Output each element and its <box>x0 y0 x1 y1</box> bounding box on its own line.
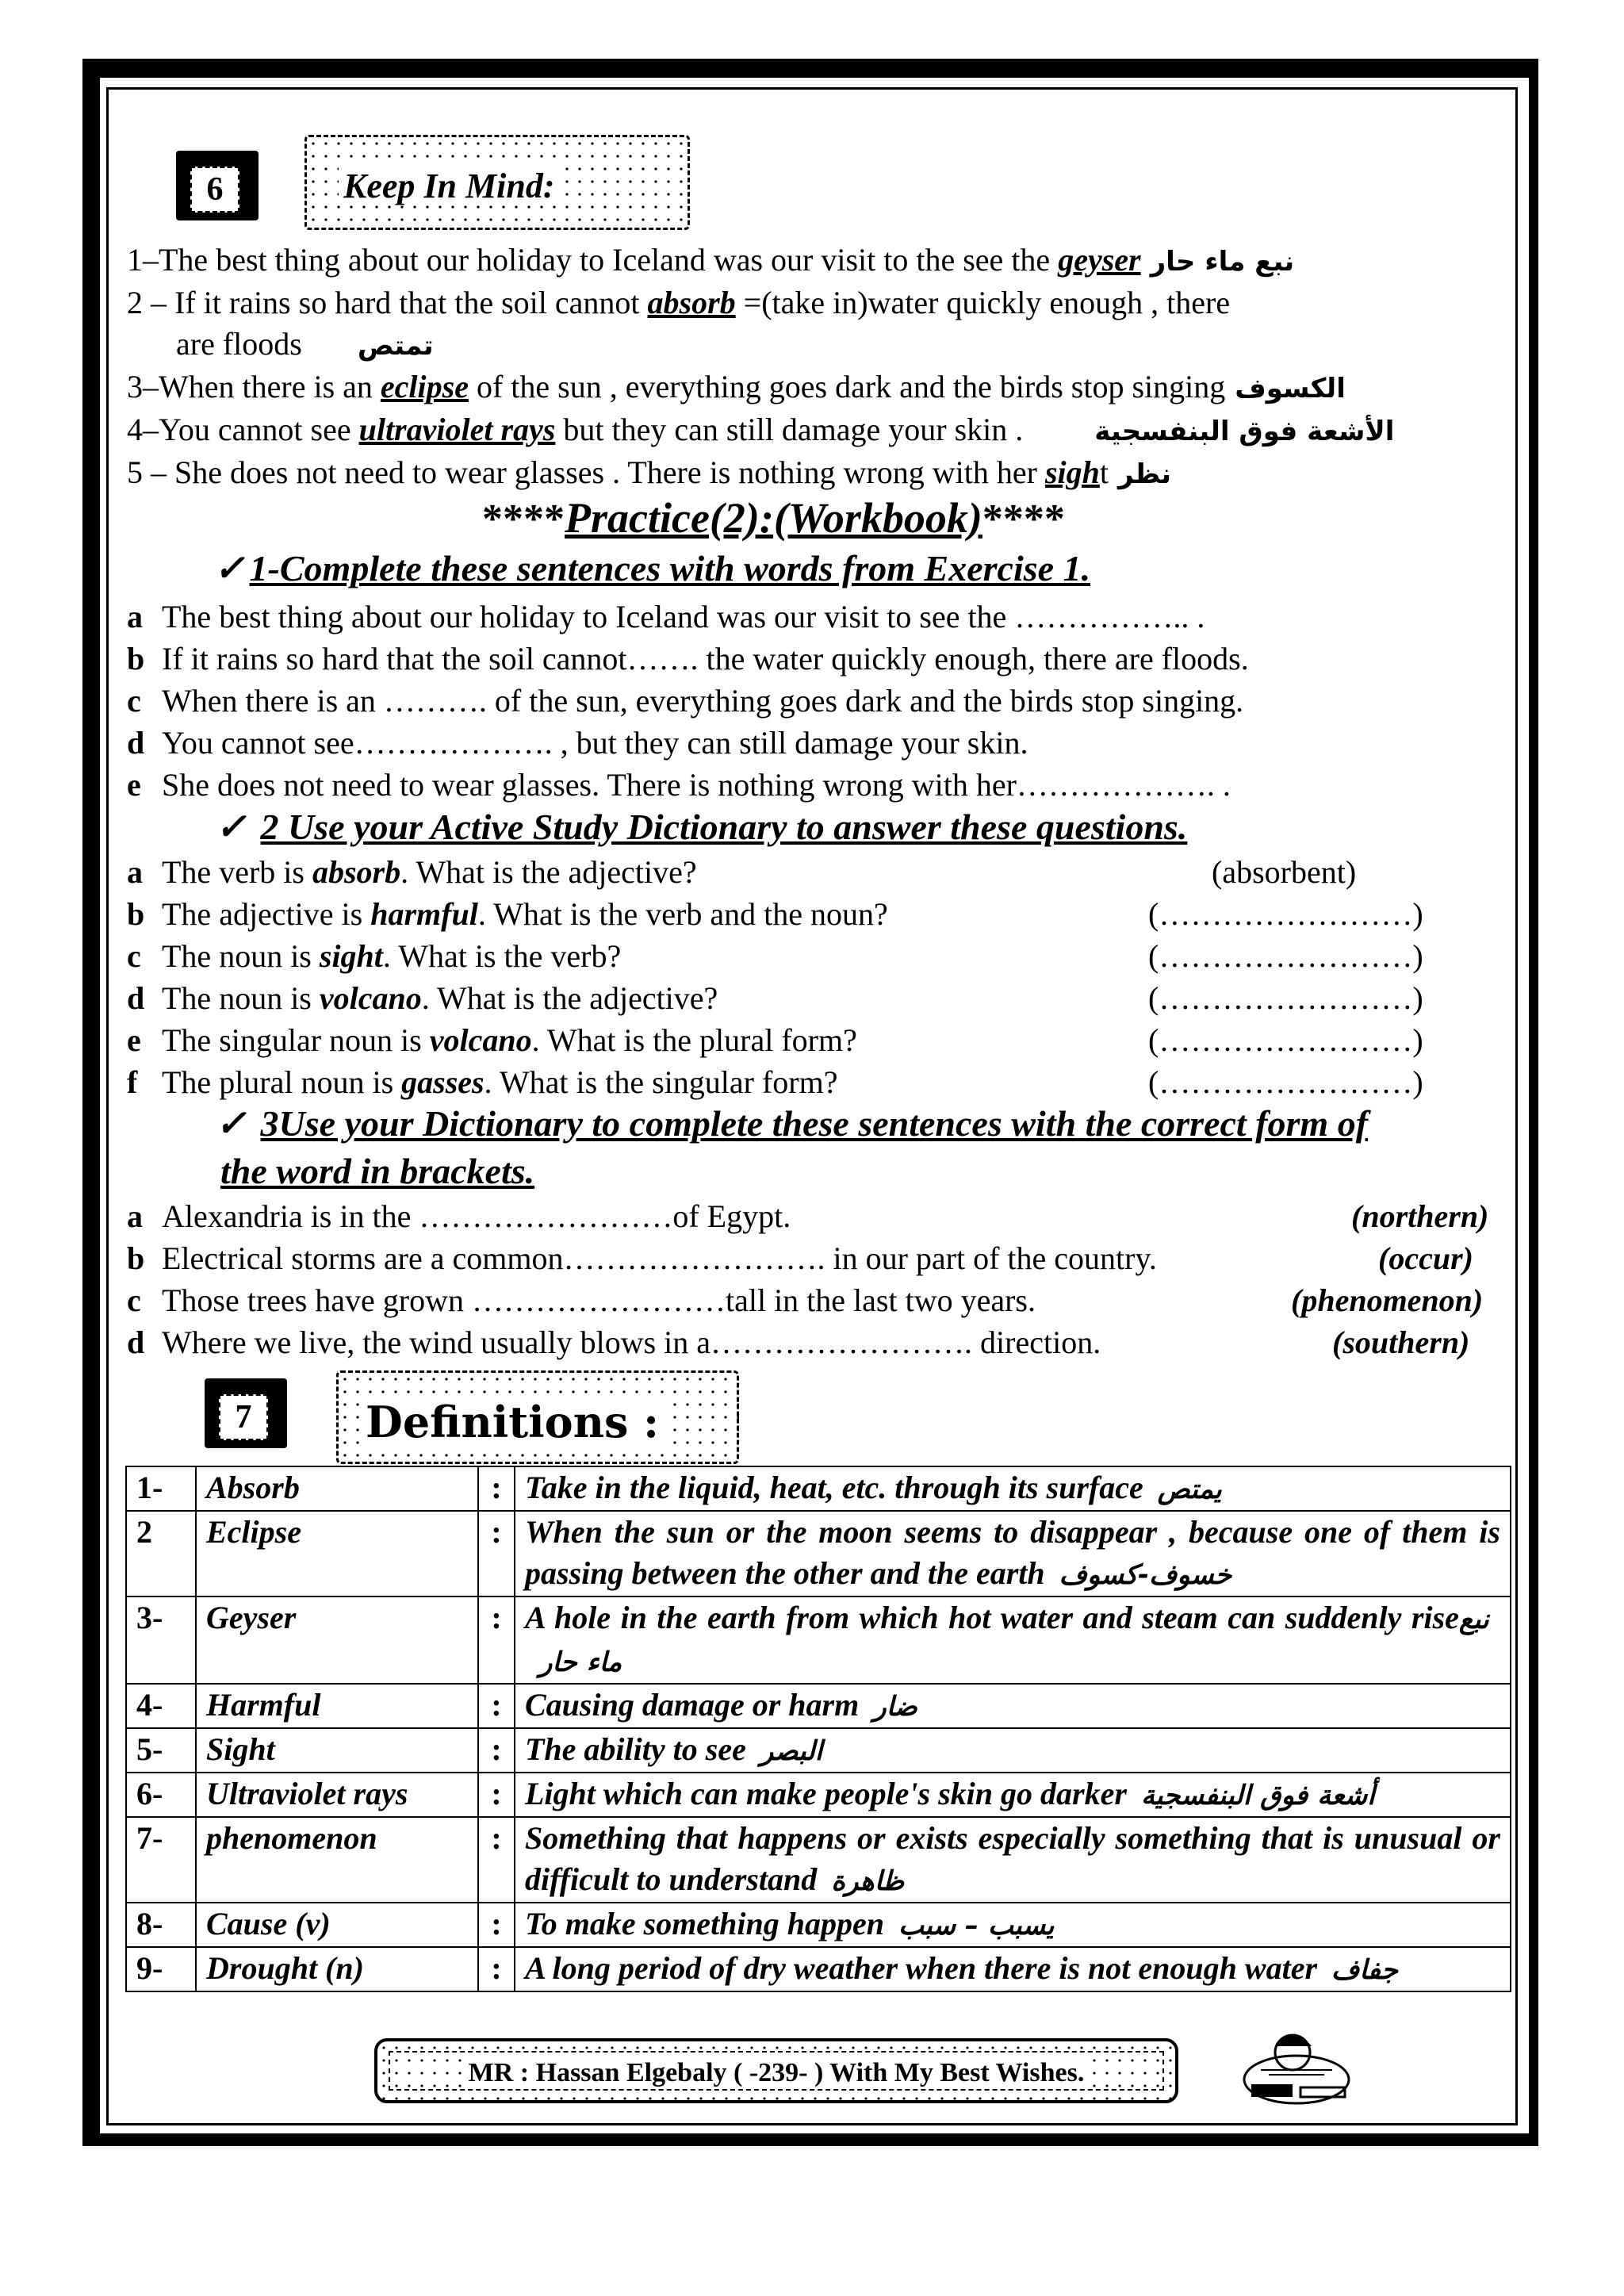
answer-blank: (……………………) <box>1148 896 1423 932</box>
exercise-2-item <box>127 978 718 1019</box>
definition-text <box>515 1773 1511 1817</box>
keyword: geyser <box>1058 242 1141 278</box>
item-letter: d <box>127 1324 145 1360</box>
section-title: Keep In Mind: <box>339 167 559 205</box>
line-text: of the sun , everything goes dark and the birds stop singing <box>468 369 1226 404</box>
item-text: Electrical storms are a common……………………. in our part of the country. <box>162 1240 1157 1276</box>
arabic-translation: الكسوف <box>1235 373 1355 404</box>
definition-number: 5- <box>126 1728 196 1773</box>
practice-title-wrap <box>482 493 1065 544</box>
exercise-1-item <box>127 723 1028 764</box>
definition-number: 9- <box>126 1947 196 1991</box>
stars-left: **** <box>482 496 565 542</box>
keyword: gasses <box>401 1064 485 1100</box>
bracket-word: (northern) <box>1351 1198 1489 1234</box>
definition-word: Sight <box>196 1728 478 1773</box>
keep-in-mind-line <box>127 282 1230 324</box>
definition-word: phenomenon <box>196 1817 478 1903</box>
item-text: . What is the verb? <box>382 938 622 974</box>
definitions-title: Definitions : <box>361 1397 664 1447</box>
keep-in-mind-line <box>176 324 443 366</box>
definition-word: Geyser <box>196 1596 478 1684</box>
item-letter: b <box>127 641 145 677</box>
definition-english: Take in the liquid, heat, etc. through its surface <box>525 1470 1143 1505</box>
definition-colon: : <box>478 1947 515 1991</box>
line-text: t <box>1099 454 1109 490</box>
item-letter: e <box>127 767 141 803</box>
definition-colon: : <box>478 1903 515 1947</box>
exercise-3-title-line1: ✓ 3Use your Dictionary to complete these sentences with the correct form of <box>216 1103 1369 1144</box>
definition-number: 3- <box>126 1596 196 1684</box>
arabic-translation: نبع ماء حار <box>1150 246 1304 278</box>
definitions-title-box <box>336 1370 739 1464</box>
keyword: eclipse <box>380 369 469 404</box>
definition-arabic: ضار <box>873 1691 927 1723</box>
item-letter: f <box>127 1064 138 1100</box>
item-text: . What is the singular form? <box>484 1064 838 1100</box>
exercise-3-item <box>127 1238 1157 1279</box>
definition-colon: : <box>478 1773 515 1817</box>
line-text: 3–When there is an <box>127 369 381 404</box>
item-text: . What is the plural form? <box>531 1022 857 1058</box>
definition-english: A hole in the earth from which hot water and steam can suddenly rise <box>525 1600 1459 1635</box>
definition-number: 2 <box>126 1511 196 1596</box>
item-letter: c <box>127 1282 141 1318</box>
line-text: 1–The best thing about our holiday to Iceland was our visit to the see the <box>127 242 1059 278</box>
item-letter: a <box>127 854 143 890</box>
answer-blank: (……………………) <box>1148 1022 1423 1058</box>
item-text: Where we live, the wind usually blows in a……………………. direction. <box>162 1324 1101 1360</box>
exercise-3-item <box>127 1196 791 1237</box>
definition-word: Harmful <box>196 1684 478 1728</box>
footer-text: MR : Hassan Elgebaly ( -239- ) With My Best Wishes. <box>464 2058 1090 2087</box>
definition-number: 8- <box>126 1903 196 1947</box>
definition-text <box>515 1903 1511 1947</box>
definition-colon: : <box>478 1466 515 1511</box>
item-text: You cannot see………………. , but they can still damage your skin. <box>162 725 1028 761</box>
definition-row <box>126 1947 1511 1991</box>
definition-text <box>515 1511 1511 1596</box>
arabic-translation: الأشعة فوق البنفسجية <box>1094 416 1404 447</box>
exercise-2-item <box>127 936 621 977</box>
keyword: sight <box>319 938 383 974</box>
answer-blank: (……………………) <box>1148 980 1423 1016</box>
exercise-2-item <box>127 1062 837 1103</box>
line-text: but they can still damage your skin . <box>555 412 1024 447</box>
section-badge <box>176 151 259 220</box>
definition-row <box>126 1903 1511 1947</box>
definition-text <box>515 1596 1511 1684</box>
item-text: . What is the verb and the noun? <box>477 896 888 932</box>
item-letter: d <box>127 980 145 1016</box>
item-text: When there is an ………. of the sun, everything goes dark and the birds stop singing. <box>162 683 1244 719</box>
definition-text <box>515 1728 1511 1773</box>
line-text: 4–You cannot see <box>127 412 359 447</box>
definition-word: Cause (v) <box>196 1903 478 1947</box>
exercise-1-item <box>127 765 1231 806</box>
keep-in-mind-line <box>127 409 1404 452</box>
keyword: volcano <box>319 980 422 1016</box>
item-letter: b <box>127 1240 145 1276</box>
definition-word: Drought (n) <box>196 1947 478 1991</box>
item-letter: a <box>127 599 143 634</box>
exercise-1-item <box>127 638 1249 680</box>
definition-row <box>126 1466 1511 1511</box>
definition-english: When the sun or the moon seems to disappear , because one of them is passing between the other and the earth <box>525 1514 1500 1591</box>
item-text: Alexandria is in the ……………………of Egypt. <box>162 1198 791 1234</box>
exercise-1-item <box>127 680 1243 722</box>
definition-number: 7- <box>126 1817 196 1903</box>
line-text: =(take in)water quickly enough , there <box>735 285 1231 320</box>
item-letter: b <box>127 896 145 932</box>
exercise-1-item <box>127 596 1205 638</box>
line-text: 5 – She does not need to wear glasses . There is nothing wrong with her <box>127 454 1045 490</box>
stars-right: **** <box>982 496 1065 542</box>
definition-colon: : <box>478 1684 515 1728</box>
item-text: The noun is <box>162 938 320 974</box>
keyword: harmful <box>370 896 478 932</box>
item-letter: e <box>127 1022 141 1058</box>
item-text: The best thing about our holiday to Iceland was our visit to see the …………….. . <box>162 599 1205 634</box>
definition-arabic: أشعة فوق البنفسجية <box>1140 1780 1385 1811</box>
line-text: are floods <box>176 326 302 362</box>
item-text: The verb is <box>162 854 312 890</box>
definition-english: Light which can make people's skin go darker <box>525 1776 1127 1811</box>
keyword: ultraviolet rays <box>358 412 556 447</box>
answer-blank: (……………………) <box>1148 1064 1423 1100</box>
section-number: 6 <box>190 167 239 213</box>
keep-in-mind-line <box>127 366 1355 409</box>
definition-arabic: يسبب – سبب <box>898 1910 1064 1941</box>
definition-row <box>126 1511 1511 1596</box>
section-title-box <box>304 135 690 230</box>
definition-english: Something that happens or exists especially something that is unusual or difficult to understand <box>525 1820 1500 1897</box>
item-text: The noun is <box>162 980 320 1016</box>
keyword: absorb <box>312 854 401 890</box>
definitions-table <box>125 1466 1511 1992</box>
definition-row <box>126 1684 1511 1728</box>
definition-colon: : <box>478 1728 515 1773</box>
section-badge-7 <box>205 1378 287 1448</box>
item-letter: c <box>127 683 141 719</box>
exercise-3-title-line2: the word in brackets. <box>220 1151 535 1191</box>
arabic-translation: تمتص <box>357 330 443 362</box>
item-text: The adjective is <box>162 896 371 932</box>
definition-number: 1- <box>126 1466 196 1511</box>
definition-text <box>515 1817 1511 1903</box>
item-text: The singular noun is <box>162 1022 430 1058</box>
definition-colon: : <box>478 1596 515 1684</box>
teacher-illustration-icon <box>1237 2022 1356 2110</box>
definition-row <box>126 1596 1511 1684</box>
exercise-2-title: ✓ 2 Use your Active Study Dictionary to answer these questions. <box>216 807 1188 847</box>
item-text: If it rains so hard that the soil cannot……. the water quickly enough, there are floods. <box>162 641 1249 677</box>
exercise-2-item <box>127 1020 857 1061</box>
definition-text <box>515 1466 1511 1511</box>
item-text: . What is the adjective? <box>421 980 718 1016</box>
definition-arabic: يمتص <box>1157 1474 1231 1505</box>
definition-colon: : <box>478 1817 515 1903</box>
item-text: The plural noun is <box>162 1064 402 1100</box>
definition-row <box>126 1728 1511 1773</box>
definition-arabic: خسوف-كسوف <box>1059 1559 1242 1591</box>
definition-word: Ultraviolet rays <box>196 1773 478 1817</box>
footer-box <box>374 2038 1178 2103</box>
item-text: . What is the adjective? <box>400 854 697 890</box>
item-letter: a <box>127 1198 143 1234</box>
keyword: absorb <box>647 285 736 320</box>
definition-arabic: جفاف <box>1331 1954 1408 1986</box>
item-text: Those trees have grown ……………………tall in the last two years. <box>162 1282 1036 1318</box>
definition-number: 6- <box>126 1773 196 1817</box>
definition-english: The ability to see <box>525 1731 746 1767</box>
answer-blank: (……………………) <box>1148 938 1423 974</box>
definition-text <box>515 1684 1511 1728</box>
definition-arabic: نبع ماء حار <box>539 1604 1501 1678</box>
section-number-7: 7 <box>219 1394 268 1440</box>
keyword: sigh <box>1044 454 1100 490</box>
definition-english: A long period of dry weather when there is not enough water <box>525 1950 1318 1986</box>
bracket-word: (phenomenon) <box>1291 1282 1484 1318</box>
keyword: volcano <box>429 1022 532 1058</box>
practice-title: Practice(2):(Workbook) <box>565 494 982 542</box>
definition-row <box>126 1773 1511 1817</box>
definition-word: Eclipse <box>196 1511 478 1596</box>
arabic-translation: نظر <box>1118 458 1181 490</box>
item-letter: d <box>127 725 145 761</box>
item-text: She does not need to wear glasses. There is nothing wrong with her………………. . <box>162 767 1231 803</box>
definition-arabic: البصر <box>760 1735 832 1767</box>
exercise-1-title: ✓ 1-Complete these sentences with words from Exercise 1. <box>214 548 1091 588</box>
definition-word: Absorb <box>196 1466 478 1511</box>
answer-blank: (absorbent) <box>1212 854 1357 890</box>
definition-text <box>515 1947 1511 1991</box>
definition-colon: : <box>478 1511 515 1596</box>
line-text: 2 – If it rains so hard that the soil cannot <box>127 285 648 320</box>
exercise-3-item <box>127 1280 1036 1321</box>
definition-arabic: ظاهرة <box>831 1865 914 1897</box>
item-letter: c <box>127 938 141 974</box>
keep-in-mind-line <box>127 452 1181 495</box>
exercise-3-item <box>127 1322 1101 1363</box>
definition-number: 4- <box>126 1684 196 1728</box>
keep-in-mind-line <box>127 240 1304 282</box>
bracket-word: (southern) <box>1332 1324 1470 1360</box>
exercise-2-item <box>127 852 697 893</box>
definition-english: To make something happen <box>525 1906 885 1941</box>
definition-english: Causing damage or harm <box>525 1687 860 1723</box>
exercise-2-item <box>127 894 888 935</box>
definition-row <box>126 1817 1511 1903</box>
bracket-word: (occur) <box>1378 1240 1473 1276</box>
